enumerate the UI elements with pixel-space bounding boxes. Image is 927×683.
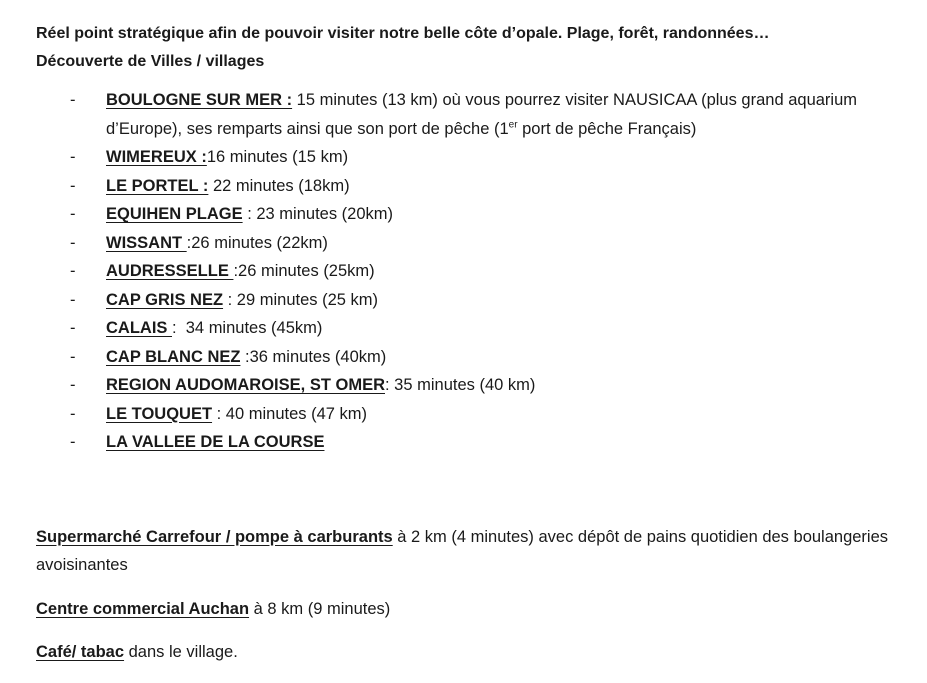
place-detail: 15 minutes (13 km) où vous pourrez visiter NAUSICAA (plus grand aquarium d’Europe), ses remparts ainsi que son port de pêche (1 bbox=[106, 91, 858, 138]
intro-heading bbox=[36, 20, 916, 76]
amenities-section bbox=[36, 523, 916, 667]
place-name: AUDRESSELLE bbox=[106, 262, 234, 280]
list-item bbox=[36, 286, 916, 315]
places-list bbox=[36, 86, 916, 457]
bullet-dash: - bbox=[70, 433, 76, 451]
place-name: REGION AUDOMAROISE, ST OMER bbox=[106, 376, 385, 394]
list-item bbox=[36, 343, 916, 372]
list-item bbox=[36, 400, 916, 429]
intro-line-1: Réel point stratégique afin de pouvoir visiter notre belle côte d’opale. Plage, forêt, randonnées… bbox=[36, 25, 770, 42]
place-name: EQUIHEN PLAGE bbox=[106, 205, 243, 223]
list-item bbox=[36, 86, 916, 143]
intro-line-2: Découverte de Villes / villages bbox=[36, 53, 265, 70]
amenity-paragraph bbox=[36, 595, 916, 624]
list-item bbox=[36, 143, 916, 172]
place-detail: 16 minutes (15 km) bbox=[206, 148, 349, 166]
list-item bbox=[36, 428, 916, 457]
list-item bbox=[36, 200, 916, 229]
amenity-paragraph bbox=[36, 523, 916, 580]
amenity-name: Café/ tabac bbox=[36, 643, 125, 661]
place-detail-end: port de pêche Français) bbox=[517, 119, 697, 138]
bullet-dash: - bbox=[70, 205, 76, 223]
place-name: LA VALLEE DE LA COURSE bbox=[106, 433, 325, 451]
bullet-dash: - bbox=[70, 290, 76, 309]
list-item bbox=[36, 371, 916, 400]
bullet-dash: - bbox=[70, 262, 76, 280]
place-detail: : 29 minutes (25 km) bbox=[223, 290, 379, 309]
place-name: WIMEREUX : bbox=[106, 148, 207, 166]
bullet-dash: - bbox=[70, 176, 76, 195]
place-detail: :26 minutes (22km) bbox=[186, 233, 328, 252]
place-detail: :36 minutes (40km) bbox=[240, 347, 387, 366]
place-detail: : 23 minutes (20km) bbox=[242, 205, 393, 223]
place-detail: : 34 minutes (45km) bbox=[172, 319, 323, 337]
place-detail: : 35 minutes (40 km) bbox=[385, 376, 536, 394]
place-name: CAP GRIS NEZ bbox=[106, 290, 224, 309]
list-item bbox=[36, 229, 916, 258]
superscript: er bbox=[508, 119, 518, 130]
bullet-dash: - bbox=[70, 376, 76, 394]
document-page bbox=[36, 20, 916, 682]
bullet-dash: - bbox=[70, 148, 76, 166]
bullet-dash: - bbox=[70, 319, 76, 337]
amenity-name: Centre commercial Auchan bbox=[36, 599, 250, 618]
amenity-detail: dans le village. bbox=[124, 643, 238, 661]
place-detail: 22 minutes (18km) bbox=[208, 176, 350, 195]
bullet-dash: - bbox=[70, 347, 76, 366]
place-name: LE TOUQUET bbox=[106, 404, 213, 423]
list-item bbox=[36, 172, 916, 201]
bullet-dash: - bbox=[70, 233, 76, 252]
place-name: CAP BLANC NEZ bbox=[106, 347, 241, 366]
list-item bbox=[36, 314, 916, 343]
bullet-dash: - bbox=[70, 404, 76, 423]
place-detail: : 40 minutes (47 km) bbox=[212, 404, 368, 423]
amenity-detail: à 8 km (9 minutes) bbox=[249, 599, 391, 618]
list-item bbox=[36, 257, 916, 286]
place-name: BOULOGNE SUR MER : bbox=[106, 91, 293, 109]
place-name: CALAIS bbox=[106, 319, 172, 337]
place-name: LE PORTEL : bbox=[106, 176, 209, 195]
place-name: WISSANT bbox=[106, 233, 187, 252]
amenity-name: Supermarché Carrefour / pompe à carburants bbox=[36, 527, 393, 546]
amenity-detail: à 2 km (4 minutes) avec dépôt de pains quotidien des boulangeries avoisinantes bbox=[36, 527, 889, 574]
bullet-dash: - bbox=[70, 91, 76, 109]
place-detail: :26 minutes (25km) bbox=[233, 262, 375, 280]
amenity-paragraph bbox=[36, 638, 916, 667]
